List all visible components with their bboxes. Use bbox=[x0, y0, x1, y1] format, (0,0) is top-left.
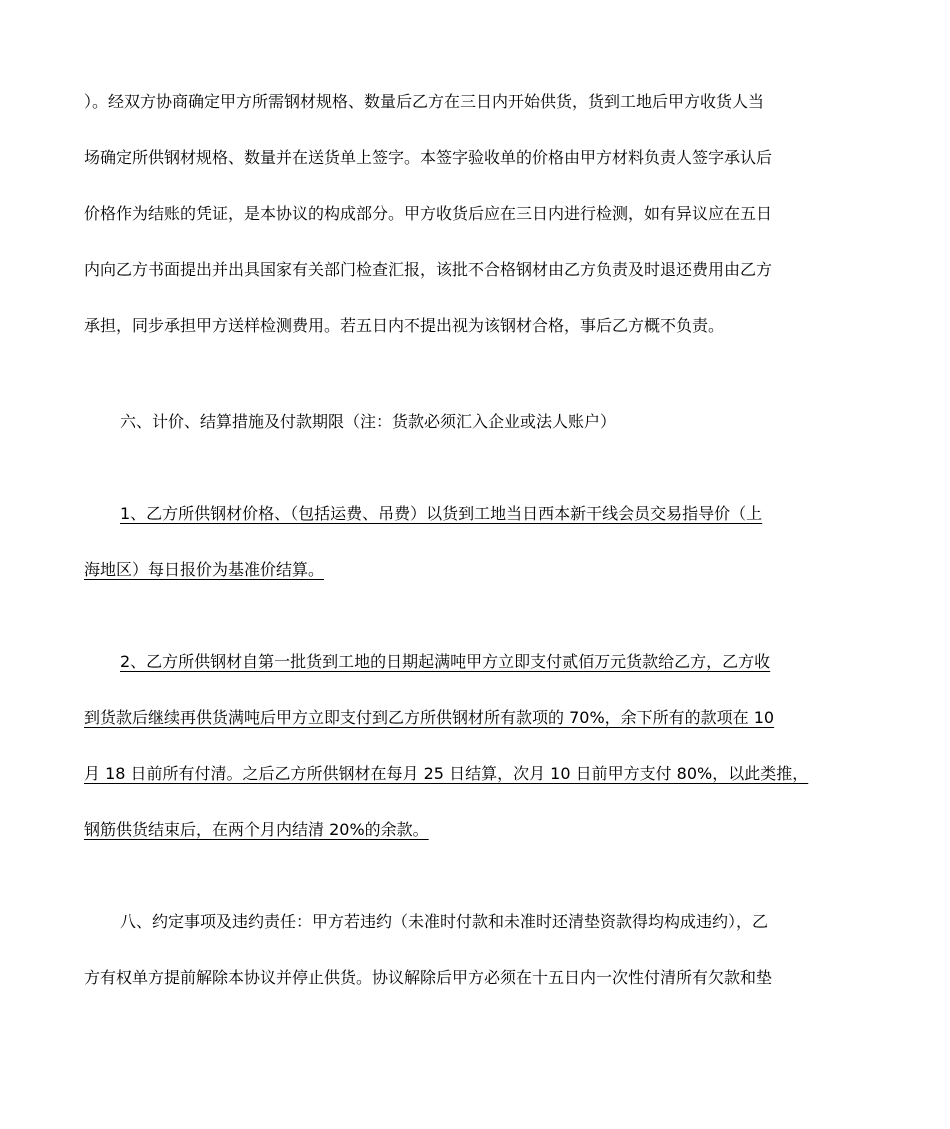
paragraph-clause-1 bbox=[84, 502, 874, 614]
text-line: 场确定所供钢材规格、数量并在送货单上签字。本签字验收单的价格由甲方材料负责人签字承认后 bbox=[84, 148, 773, 167]
text-line-underlined: 月 18 日前所有付清。之后乙方所供钢材在每月 25 日结算，次月 10 日前甲方支付 80%，以此类推， bbox=[84, 764, 809, 783]
text-line: 八、约定事项及违约责任：甲方若违约（未准时付款和未准时还清垫资款得均构成违约），乙 bbox=[120, 912, 769, 931]
text-line-underlined: 海地区）每日报价为基准价结算。 bbox=[84, 560, 325, 579]
text-line: 价格作为结账的凭证，是本协议的构成部分。甲方收货后应在三日内进行检测，如有异议应在五日 bbox=[84, 204, 773, 223]
text-line: 方有权单方提前解除本协议并停止供货。协议解除后甲方必须在十五日内一次性付清所有欠款和垫 bbox=[84, 968, 773, 987]
text-line: 承担，同步承担甲方送样检测费用。若五日内不提出视为该钢材合格，事后乙方概不负责。 bbox=[84, 316, 725, 335]
text-line: ）。经双方协商确定甲方所需钢材规格、数量后乙方在三日内开始供货，货到工地后甲方收货人当 bbox=[84, 92, 765, 111]
section-heading-pricing bbox=[84, 410, 874, 466]
text-line-underlined: 2、乙方所供钢材自第一批货到工地的日期起满吨甲方立即支付贰佰万元货款给乙方，乙方收 bbox=[120, 652, 771, 671]
text-line: 内向乙方书面提出并出具国家有关部门检查汇报，该批不合格钢材由乙方负责及时退还费用由乙方 bbox=[84, 260, 773, 279]
text-line-underlined: 钢筋供货结束后，在两个月内结清 20%的余款。 bbox=[84, 820, 429, 839]
text-line-underlined: 1、乙方所供钢材价格、（包括运费、吊费）以货到工地当日西本新干线会员交易指导价（上 bbox=[120, 504, 763, 523]
text-line-underlined: 到货款后继续再供货满吨后甲方立即支付到乙方所供钢材所有款项的 70%，余下所有的款项在 10 bbox=[84, 708, 775, 727]
paragraph-clause-2 bbox=[84, 650, 874, 874]
paragraph-quality-inspection bbox=[84, 90, 874, 370]
paragraph-breach-liability bbox=[84, 910, 874, 1022]
section-heading: 六、计价、结算措施及付款期限（注：货款必须汇入企业或法人账户） bbox=[120, 412, 617, 431]
